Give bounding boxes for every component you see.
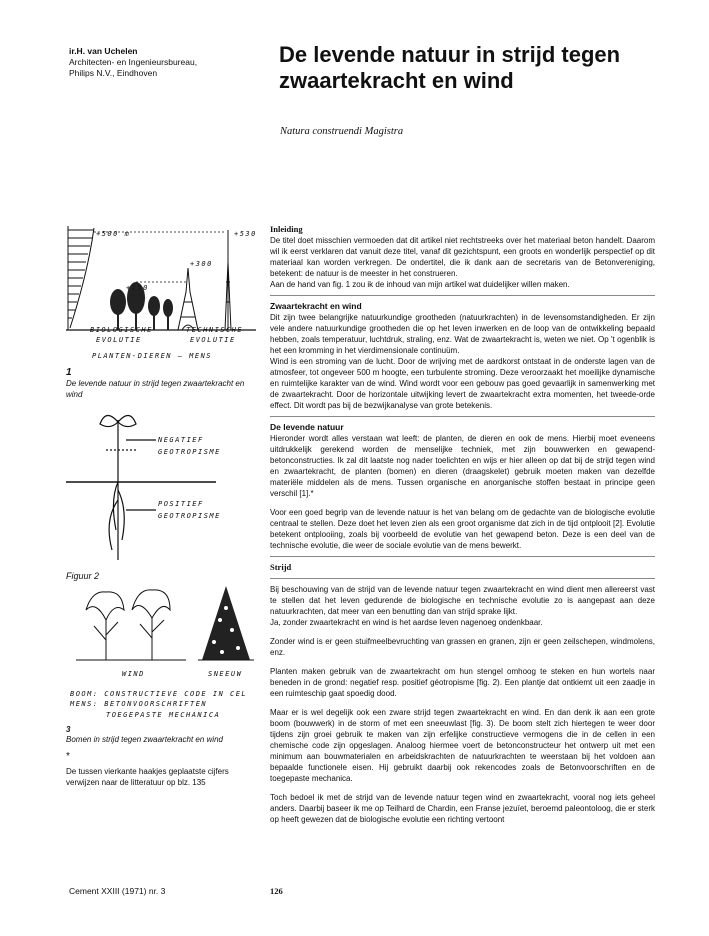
label-technische: TECHNISCHE — [186, 326, 244, 334]
label-positief: POSITIEF — [158, 500, 204, 508]
figure-1-number: 1 — [66, 367, 72, 378]
article-body — [270, 224, 655, 829]
paragraph-inleiding-2: Aan de hand van fig. 1 zou ik de inhoud van mijn artikel wat duidelijker willen maken. — [270, 280, 570, 289]
label-boom-code: BOOM: CONSTRUCTIEVE CODE IN CEL — [70, 690, 248, 698]
author-affiliation: Architecten- en Ingenieursbureau, — [69, 57, 198, 67]
paragraph-strijd-3: Zonder wind is er geen stuifmeelbevruchting van grassen en granen, zijn er geen zeilschepen, windmolens, enz. — [270, 637, 655, 657]
figure-3-drawing — [66, 580, 261, 720]
eiffel-tower-graphic — [178, 268, 198, 330]
figure-2 — [66, 410, 261, 582]
page-number: 126 — [270, 886, 283, 896]
snow-tree-graphic — [198, 586, 254, 660]
figure-3 — [66, 580, 261, 788]
paragraph-strijd-5: Maar er is wel degelijk ook een zware strijd tegen zwaartekracht en wind. En dan denk ik aan een grote boom (bouwwerk) in de storm of met een sneeuwlast [fig. 3). De boom stelt zich hiertegen te weer door tijdens zijn groei gebruik te maken van zijn erfelijke constructieve vermogens die in de cellen in een chemische code zijn opgeslagen. Analoog hiermee voert de betonconstructeur het ontwerp uit met een minimum aan bouwmaterialen en arbeidskrachten de natuurkrachten te weerstaan bij het voldoen aan bepaalde functionele eisen. Hij gebruikt daarbij ook rekencodes zoals de Betonvoorschriften en de toegepaste mechanica. — [270, 708, 655, 783]
article-title: De levende natuur in strijd tegen zwaartekracht en wind — [279, 42, 621, 93]
label-wind: WIND — [122, 670, 145, 678]
figure-1-caption: De levende natuur in strijd tegen zwaartekracht en wind — [66, 379, 245, 399]
section-divider — [270, 295, 655, 296]
figure-3-caption: Bomen in strijd tegen zwaartekracht en wind — [66, 735, 223, 744]
label-geotropisme-pos: GEOTROPISME — [158, 512, 221, 520]
wind-trees-graphic — [76, 590, 186, 660]
label-toegepaste-mechanica: TOEGEPASTE MECHANICA — [106, 711, 221, 719]
paragraph-zwaartekracht-2: Wind is een stroming van de lucht. Door de wrijving met de aardkorst ontstaat in de onderste lagen van de atmosfeer, tot ongeveer 500 m hoogte, een turbulente stroming. Deze veroorzaakt het moeilijke dynamische en ruimtelijke karakter van de wind. Wind wordt voor een gebouw pas goed gevaarlijk in samenwerking met de zwaartekracht. Door de horizontale uitwijking levert de zwaartekracht extra momenten, het tweede-orde effect. Dit wordt pas bij de bezwijkanalyse van grote betekenis. — [270, 357, 655, 410]
figure-2-caption: Figuur 2 — [66, 571, 100, 581]
label-biologische: BIOLOGISCHE — [90, 326, 153, 334]
label-planten-dieren-mens: PLANTEN-DIEREN — MENS — [92, 352, 213, 360]
paragraph-zwaartekracht-1: Dit zijn twee belangrijke natuurkundige grootheden (natuurkrachten) in de levensomstandigheden. Er zijn vele andere natuurkundige grootheden die op het leven inwerken en de loop van de ontwikkeling bepaald hebben, zoals temperatuur, luchtdruk, straling, enz. Wat de zwaartekracht is, weten we niet. Op 't ogenblik is het een kromming in het vierdimensionale continuüm. — [270, 313, 655, 355]
section-divider — [270, 578, 655, 579]
heading-inleiding: Inleiding — [270, 224, 303, 234]
author-name: ir.H. van Uchelen — [69, 46, 138, 56]
label-geotropisme-neg: GEOTROPISME — [158, 448, 221, 456]
footnote-text: De tussen vierkante haakjes geplaatste cijfers verwijzen naar de litteratuur op blz. 135 — [66, 767, 229, 787]
radio-mast-graphic — [225, 230, 231, 330]
label-evolutie-left: EVOLUTIE — [96, 336, 142, 344]
section-divider — [270, 416, 655, 417]
figure-1 — [66, 222, 261, 400]
section-divider — [270, 556, 655, 557]
paragraph-strijd-1: Bij beschouwing van de strijd van de levende natuur tegen zwaartekracht en wind dient men allereerst vast te stellen dat het leven gedurende de biologische en technische evolutie zo is aangepast aan deze natuurkrachten, dat meer van een benutting dan van strijd sprake lijkt. — [270, 585, 655, 616]
heading-levende-natuur: De levende natuur — [270, 422, 344, 432]
paragraph-levende-natuur-1: Hieronder wordt alles verstaan wat leeft: de planten, de dieren en ook de mens. Hierbij moet eveneens uitdrukkelijk gerekend worden de menselijke techniek, met zijn bouwwerken en gewapend-betonconstructies. Ik zal dit laatste nog nader toelichten en wijs er hier alleen op dat bij de strijd tegen wind en zwaartekracht, de planten (bomen) en dieren (draagskelet) gebruik moeten maken van dezelfde materiële middelen als de mens. Tussen organische en anorganische stoffen bestaat in principe geen verschil [1].* — [270, 434, 655, 498]
label-530: +530 — [234, 230, 257, 238]
label-mens-betonvoorschriften: MENS: BETONVOORSCHRIFTEN — [70, 700, 208, 708]
figure-3-number: 3 — [66, 725, 71, 734]
label-negatief: NEGATIEF — [158, 436, 204, 444]
paragraph-inleiding-1: De titel doet misschien vermoeden dat dit artikel niet rechtstreeks over het materiaal beton handelt. Daarom wil ik eerst verklaren dat vanuit deze titel, vanaf dit gezichtspunt, een groots en wonderlijk perspectief op dit materiaal kan worden verkregen. De ondertitel, die ik dank aan de secretaris van de Betonvereniging, betekent: de natuur is de meester in het construeren. — [270, 236, 655, 278]
label-300: +300 — [190, 260, 213, 268]
article-subtitle: Natura construendi Magistra — [280, 126, 404, 137]
paragraph-levende-natuur-2: Voor een goed begrip van de levende natuur is het van belang om de gedachte van de biologische evolutie centraal te stellen. Deze doet het leven zien als een groot organisme dat zich in de tijd ontplooit [2]. Evolutie betekent ontplooiing, zoals bij voorbeeld de evolutie van het gewapend beton. Deze is een deel van de technische evolutie, die weer de sociale evolutie van de mens bewerkt. — [270, 508, 655, 550]
label-150: +150 — [126, 284, 149, 292]
label-sneeuw: SNEEUW — [208, 670, 243, 678]
wind-profile-graphic — [68, 226, 94, 330]
footnote-mark: * — [66, 751, 70, 762]
author-block — [69, 46, 259, 79]
heading-zwaartekracht: Zwaartekracht en wind — [270, 301, 362, 311]
heading-strijd: Strijd — [270, 562, 292, 572]
label-500m: +500 m — [96, 230, 131, 238]
figure-1-drawing — [66, 222, 261, 362]
label-evolutie-right: EVOLUTIE — [190, 336, 236, 344]
paragraph-strijd-6: Toch bedoel ik met de strijd van de levende natuur tegen wind en zwaartekracht, vooral nog iets geheel anders. Daarbij baseer ik me op Teilhard de Chardin, een Franse jezuïet, beroemd paleontoloog, die er sterk op heeft gewezen dat de biologische evolutie een richting vertoont — [270, 793, 655, 824]
journal-footer: Cement XXIII (1971) nr. 3 — [69, 886, 166, 896]
level-lines — [94, 232, 226, 282]
figure-2-drawing — [66, 410, 261, 570]
paragraph-strijd-2: Ja, zonder zwaartekracht en wind is het aardse leven nagenoeg ondenkbaar. — [270, 618, 543, 627]
paragraph-strijd-4: Planten maken gebruik van de zwaartekracht om hun stengel omhoog te steken en hun wortels naar beneden in de grond: negatief resp. positief géotropisme [fig. 2). Een plantje dat ontkiemt uit een zaadje in een ruimteschip gaat spoedig dood. — [270, 667, 655, 698]
author-affiliation-2: Philips N.V., Eindhoven — [69, 68, 158, 78]
